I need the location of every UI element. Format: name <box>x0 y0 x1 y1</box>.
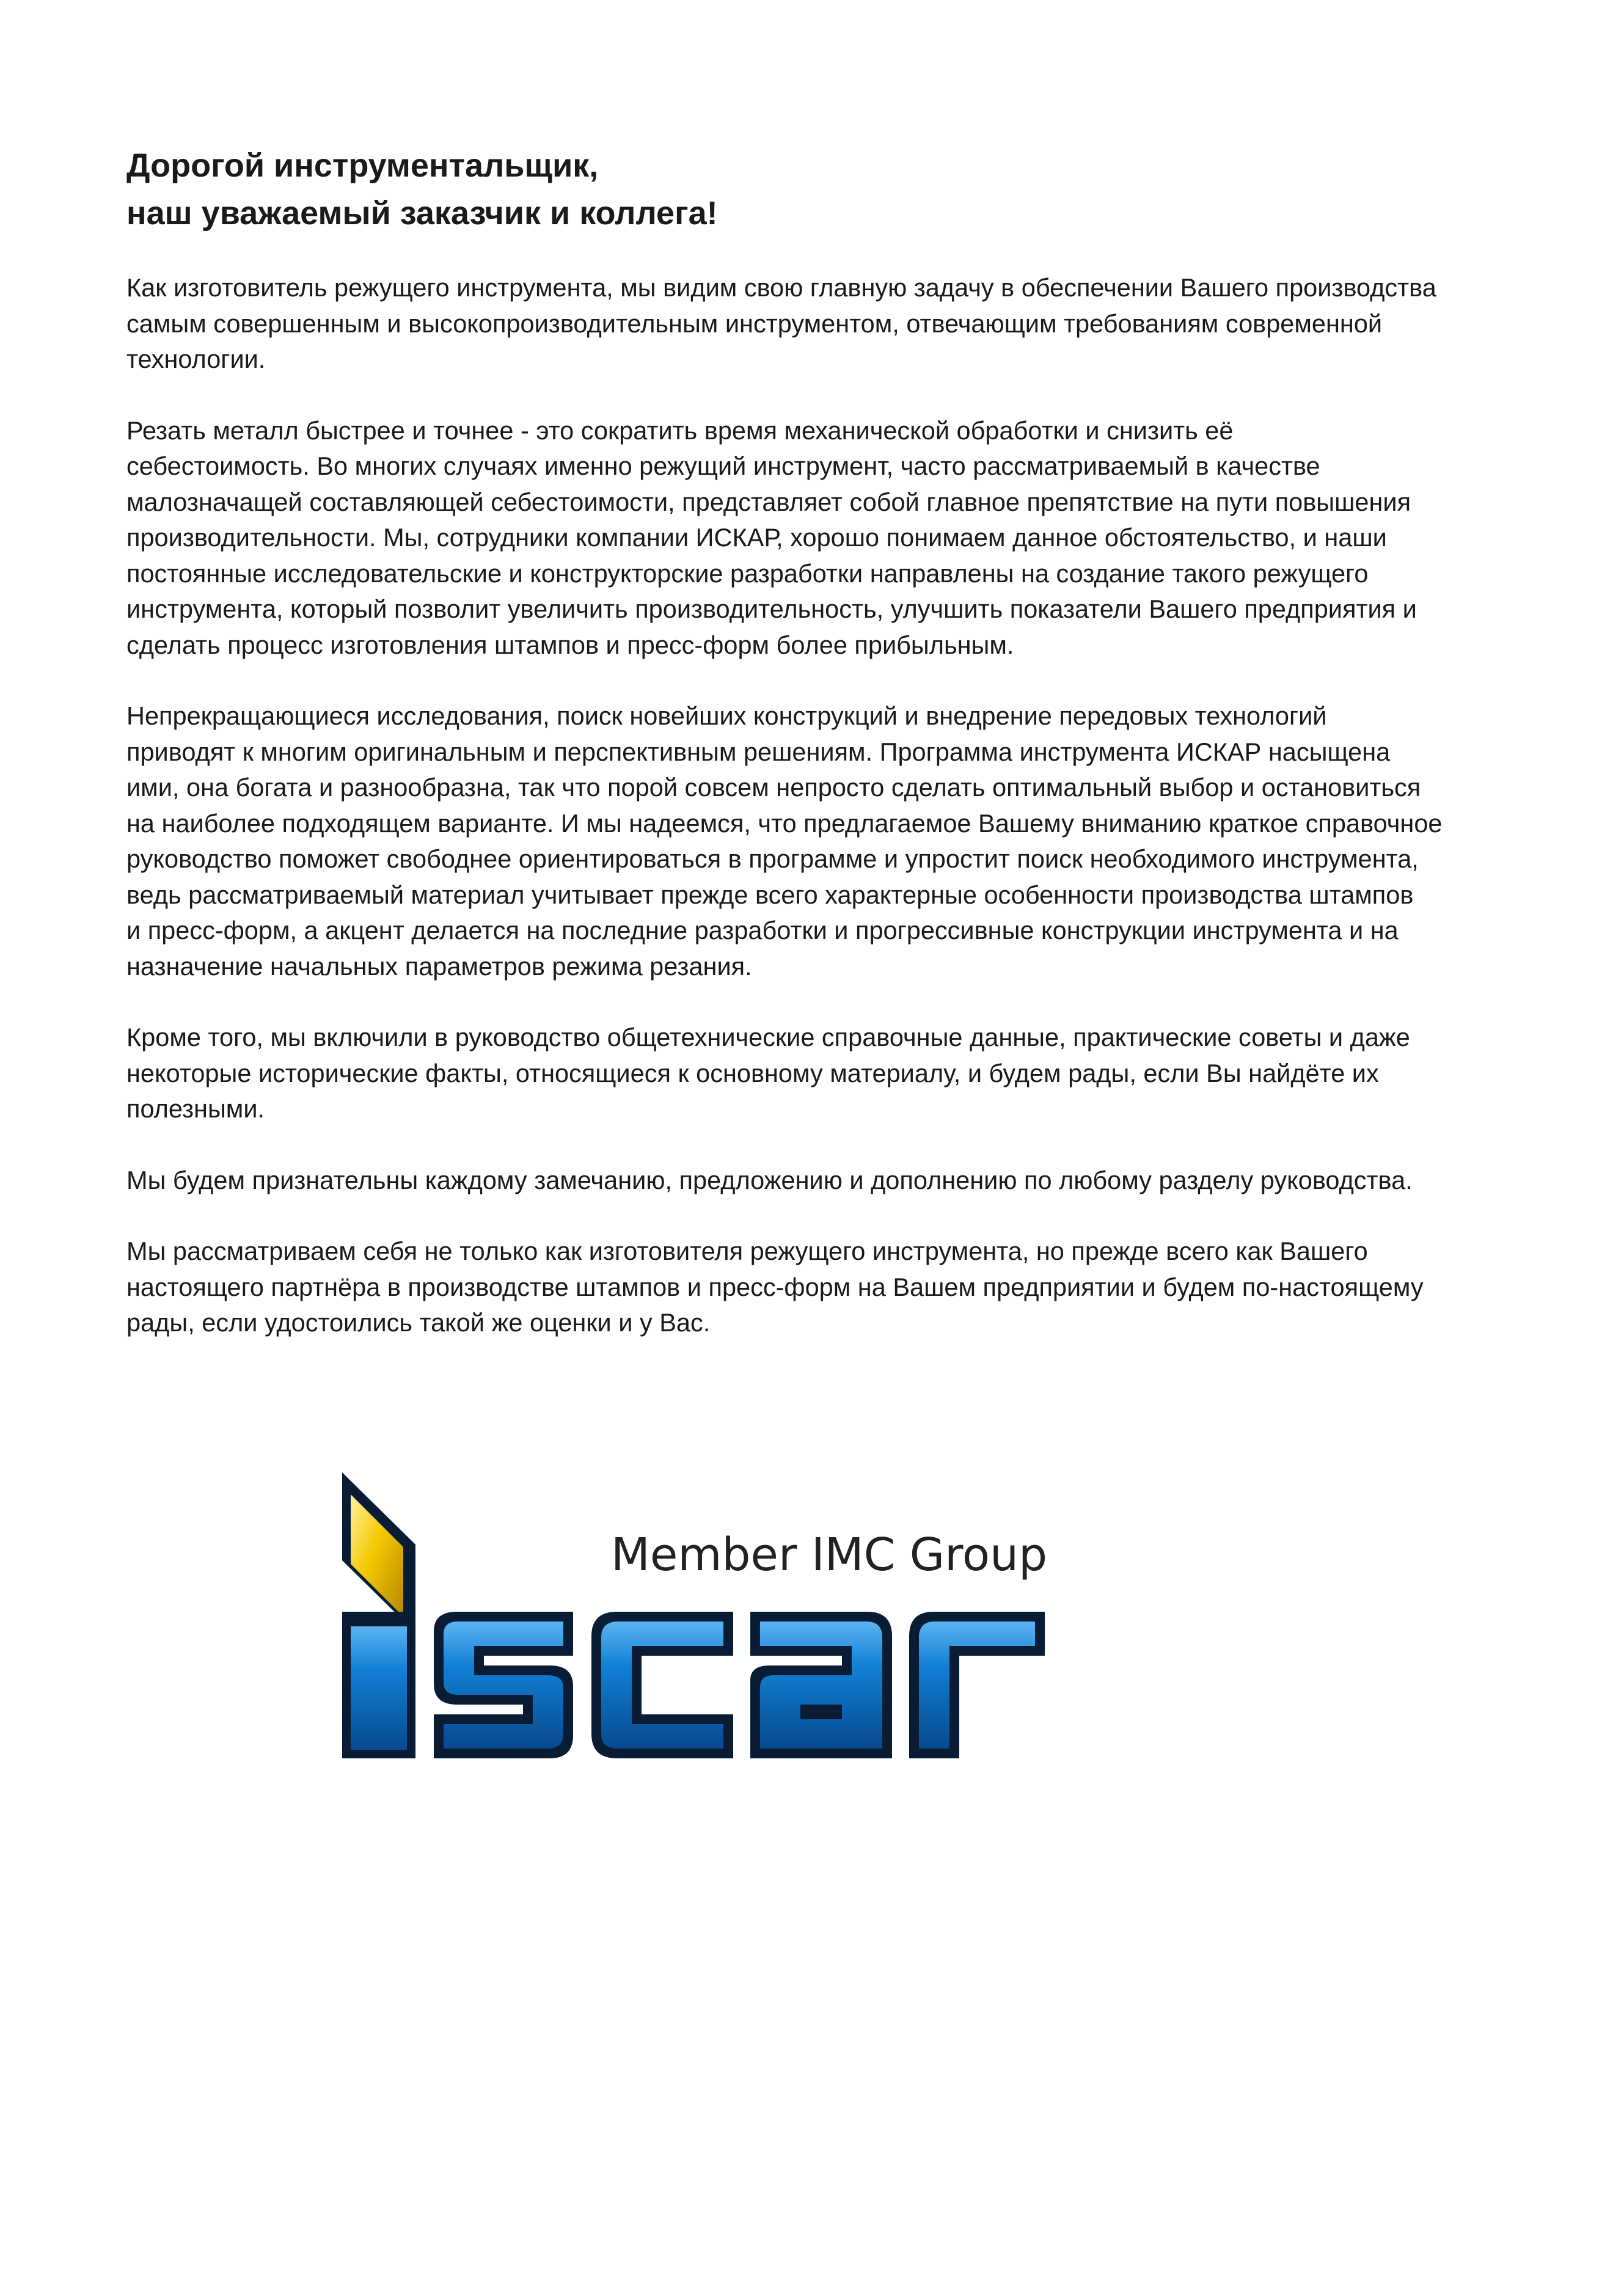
text-line: Непрекращающиеся исследования, поиск новейших конструкций и внедрение передовых технологий <box>126 701 1327 730</box>
heading-line-2: наш уважаемый заказчик и коллега! <box>126 195 718 232</box>
logo-tagline: Member IMC Group <box>611 1529 1048 1581</box>
text-line: назначение начальных параметров режима резания. <box>126 951 752 981</box>
text-line: сделать процесс изготовления штампов и пресс-форм более прибыльным. <box>126 630 1014 659</box>
heading-line-1: Дорогой инструментальщик, <box>126 147 599 184</box>
text-line: ведь рассматриваемый материал учитывает прежде всего характерные особенности производства штампов <box>126 880 1414 909</box>
iscar-logo <box>342 1472 1094 1766</box>
text-line: инструмента, который позволит увеличить производительность, улучшить показатели Вашего предприятия и <box>126 594 1417 623</box>
text-line: руководство поможет свободнее ориентироваться в программе и упростит поиск необходимого инструмента, <box>126 844 1419 873</box>
logo-letter-r <box>909 1612 1045 1758</box>
text-line: производительности. Мы, сотрудники компании ИСКАР, хорошо понимаем данное обстоятельство, и наши <box>126 523 1387 552</box>
paragraph-5 <box>126 1163 1501 1199</box>
text-line: самым совершенным и высокопроизводительным инструментом, отвечающим требованиям современной <box>126 309 1383 338</box>
text-line: приводят к многим оригинальным и перспективным решениям. Программа инструмента ИСКАР насыщена <box>126 737 1391 766</box>
text-line: себестоимость. Во многих случаях именно режущий инструмент, часто рассматриваемый в качестве <box>126 452 1320 480</box>
paragraph-2 <box>126 413 1501 664</box>
paragraph-4 <box>126 1020 1501 1127</box>
text-line: на наиболее подходящем варианте. И мы надеемся, что предлагаемое Вашему вниманию краткое справочное <box>126 808 1443 838</box>
logo-letter-i <box>342 1612 415 1758</box>
text-line: Резать металл быстрее и точнее - это сократить время механической обработки и снизить её <box>126 415 1234 445</box>
logo-letter-s <box>434 1612 573 1758</box>
logo-gold-diamond <box>342 1472 415 1632</box>
letter-heading <box>126 142 1501 237</box>
paragraph-6 <box>126 1234 1501 1341</box>
paragraph-1 <box>126 270 1501 378</box>
text-line: технологии. <box>126 345 266 373</box>
logo-letter-c <box>591 1612 733 1758</box>
text-line: настоящего партнёра в производстве штампов и пресс-форм на Вашем предприятии и будем по-настоящему <box>126 1272 1424 1301</box>
text-line: и пресс-форм, а акцент делается на последние разработки и прогрессивные конструкции инструмента и на <box>126 916 1399 945</box>
text-line: Как изготовитель режущего инструмента, мы видим свою главную задачу в обеспечении Вашего производства <box>126 273 1436 302</box>
text-line: рады, если удостоились такой же оценки и у Вас. <box>126 1308 711 1337</box>
text-line: ими, она богата и разнообразна, так что порой совсем непросто сделать оптимальный выбор и остановиться <box>126 773 1421 802</box>
text-line: полезными. <box>126 1094 265 1123</box>
paragraph-3 <box>126 698 1501 984</box>
text-line: Мы будем признательны каждому замечанию, предложению и дополнению по любому разделу руководства. <box>126 1165 1413 1194</box>
logo-letter-a <box>750 1612 892 1758</box>
text-line: малозначащей составляющей себестоимости, представляет собой главное препятствие на пути повышения <box>126 487 1411 516</box>
text-line: постоянные исследовательские и конструкторские разработки направлены на создание такого режущего <box>126 558 1369 588</box>
letter-body <box>126 270 1501 1377</box>
text-line: Кроме того, мы включили в руководство общетехнические справочные данные, практические советы и даже <box>126 1023 1410 1051</box>
text-line: некоторые исторические факты, относящиеся к основному материалу, и будем рады, если Вы найдёте их <box>126 1058 1379 1088</box>
text-line: Мы рассматриваем себя не только как изготовителя режущего инструмента, но прежде всего как Вашего <box>126 1237 1368 1265</box>
